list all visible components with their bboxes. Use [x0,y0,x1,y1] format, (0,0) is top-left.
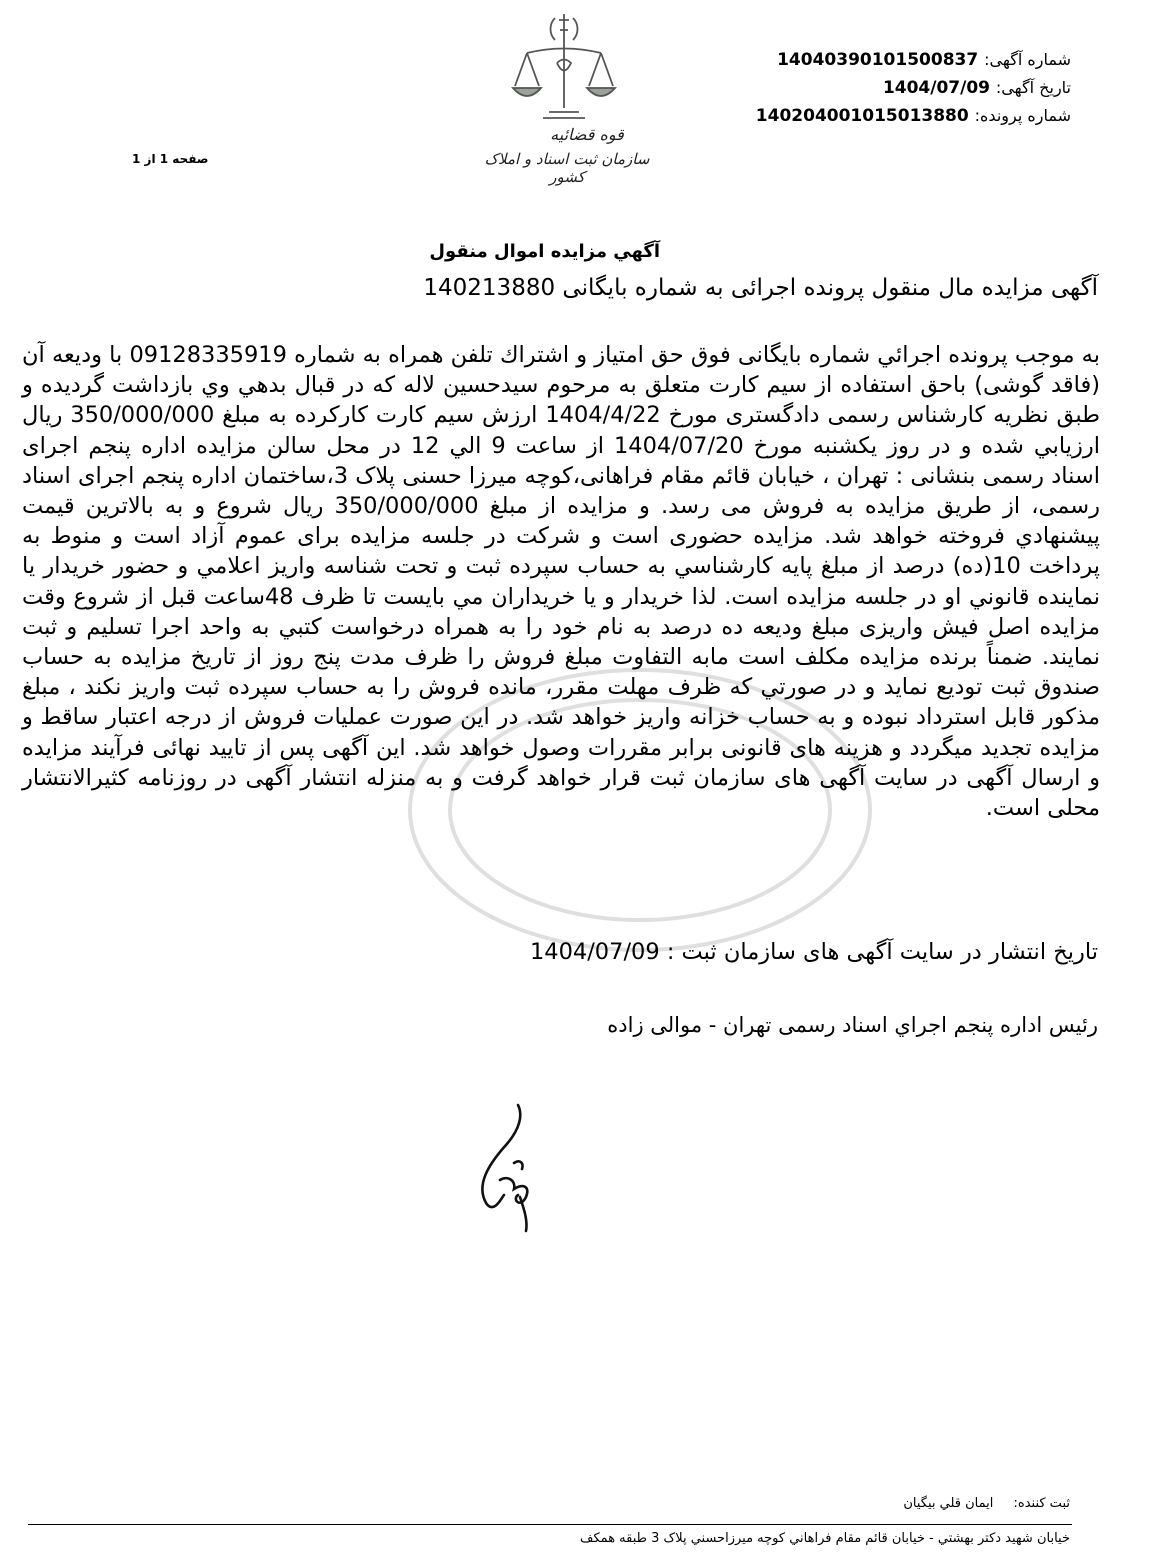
judiciary-emblem-icon [505,8,623,128]
organization-caption [472,125,662,195]
page-number: صفحه 1 از 1 [132,152,209,166]
case-number: 140204001015013880 [755,106,969,126]
ad-number-label: شماره آگهی: [984,50,1071,69]
ad-date: 1404/07/09 [882,78,990,98]
registrar-label: ثبت کننده: [1013,1496,1070,1511]
auction-notice-body [22,340,1100,823]
publication-date-line [330,936,1098,968]
document-meta [651,46,1071,130]
judiciary-caption: قوه قضائیه [550,125,624,144]
ad-date-row [651,74,1071,102]
signature-icon [428,1085,588,1245]
ad-number-row [651,46,1071,74]
publication-date-label: تاريخ انتشار در سايت آگهی های سازمان ثبت : [666,939,1098,965]
scales-of-justice-icon [505,8,623,128]
publication-date: 1404/07/09 [529,939,660,965]
body-paragraph: به موجب پرونده اجرائي شماره بایگانی فوق حق امتیاز و اشتراك تلفن همراه به شماره 09128335919 با ودیعه آن (فاقد گوشی) باحق استفاده از سیم کارت متعلق به مرحوم سیدحسین لاله که در قبال بدهي وي بازداشت گرديده و طبق نظريه کارشناس رسمی دادگستری مورخ 1404/4/22 ارزش سیم کارت کارکرده به مبلغ 350/000/000 ريال ارزيابي شده و در روز یکشنبه مورخ 1404/07/20 از ساعت 9 الي 12 در محل سالن مزايده اداره پنجم اجرای اسناد رسمی بنشانی : تهران ، خیابان قائم مقام فراهانی،کوچه میرزا حسنی پلاک 3،ساختمان اداره پنجم اجرای اسناد رسمی، از طریق مزایده به فروش می رسد. و مزايده از مبلغ 350/000/000 ريال شروع و به بالاترين قيمت پيشنهادي فروخته خواهد شد. مزایده حضوری است و شرکت در جلسه مزايده برای عموم آزاد است و منوط به پرداخت 10(ده) درصد از مبلغ پايه كارشناسي به حساب سپرده ثبت و تحت شناسه واريز اعلامي و حضور خريدار يا نماينده قانوني او در جلسه مزايده است. لذا خریدار و یا خريداران مي بايست تا ظرف 48ساعت قبل از شروع وقت مزایده اصل فیش واریزی مبلغ ودیعه ده درصد به نام خود را به همراه درخواست کتبي به واحد اجرا تسلیم و ثبت نمایند. ضمناً برنده مزايده مكلف است مابه التفاوت مبلغ فروش را ظرف مدت پنج روز از تاريخ مزايده به حساب صندوق ثبت توديع نمايد و در صورتي كه ظرف مهلت مقرر، مانده فروش را به حساب سپرده ثبت واريز نكند ، مبلغ مذكور قابل استرداد نبوده و به حساب خزانه واریز خواهد شد. در اين صورت عمليات فروش از درجه اعتبار ساقط و مزايده تجديد ميگردد و هزینه های قانونی برابر مقررات وصول خواهد شد. این آگهی پس از تایید نهائی فرآیند مزایده و ارسال آگهی در سایت آگهی های سازمان ثبت قرار خواهد گرفت و به منزله انتشار آگهی در روزنامه کثیرالانتشار محلی است. [22,342,1101,822]
handwritten-signature [428,1085,588,1245]
registrar-line [760,1496,1070,1511]
case-number-row [651,102,1071,130]
ad-number: 14040390101500837 [777,50,979,70]
registration-org-caption: سازمان ثبت اسناد و املاک کشور [484,150,650,186]
office-address: خيابان شهيد دكتر بهشتي - خيابان قائم مقام فراهاني كوچه ميرزاحسني پلاک 3 طبقه همكف [580,1531,1070,1546]
document-title: آگهي مزايده اموال منقول [429,241,660,262]
registrar-name: ايمان قلي بيگيان [903,1496,994,1511]
ad-date-label: تاریخ آگهی: [995,78,1071,97]
signer-title: رئيس اداره پنجم اجراي اسناد رسمی تهران - موالی زاده [607,1013,1098,1037]
document-subtitle: آگهی مزایده مال منقول پرونده اجرائی به شماره بایگانی 140213880 [423,275,1098,301]
case-number-label: شماره پرونده: [974,106,1071,125]
footer-divider [28,1524,1072,1525]
